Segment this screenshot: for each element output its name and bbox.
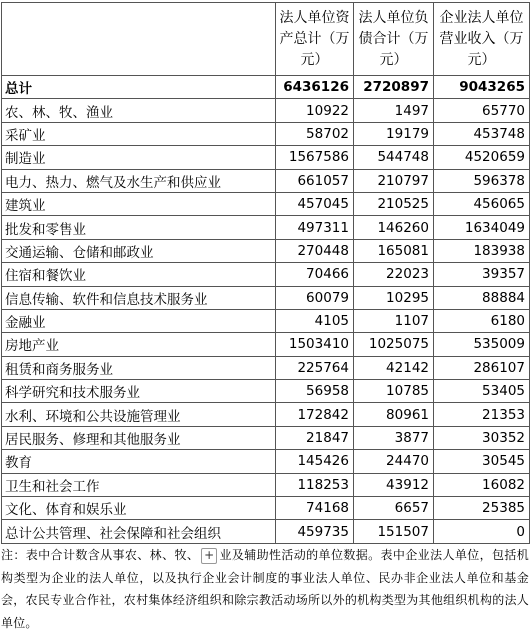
- liabilities-cell: 19179: [354, 122, 434, 145]
- revenue-cell: 286107: [434, 356, 530, 379]
- industry-cell: 农、林、牧、渔业: [2, 99, 276, 122]
- footnote-text-2: 业及辅助性活动的单位数据。表中企业法人单位，包括机构类型为企业的法人单位，以及执行企业会计制度的事业法人单位、民办非企业法人单位和基金会，农民专业合作社，农村集体经济组织和除宗教活动场所以外的机构类型为其他组织机构的法人单位。: [1, 548, 529, 630]
- liabilities-cell: 1497: [354, 99, 434, 122]
- header-liabilities: 法人单位负债合计（万元）: [354, 3, 434, 76]
- liabilities-cell: 1107: [354, 309, 434, 332]
- header-industry: [2, 3, 276, 76]
- liabilities-cell: 3877: [354, 426, 434, 449]
- liabilities-cell: 22023: [354, 263, 434, 286]
- revenue-cell: 30545: [434, 450, 530, 473]
- industry-cell: 房地产业: [2, 333, 276, 356]
- assets-cell: 10922: [276, 99, 354, 122]
- table-row: [2, 426, 530, 449]
- liabilities-cell: 6657: [354, 497, 434, 520]
- assets-cell: 1503410: [276, 333, 354, 356]
- liabilities-cell: 165081: [354, 239, 434, 262]
- assets-cell: 4105: [276, 309, 354, 332]
- table-row: [2, 192, 530, 215]
- industry-cell: 交通运输、仓储和邮政业: [2, 239, 276, 262]
- assets-cell: 459735: [276, 520, 354, 543]
- industry-cell: 水利、环境和公共设施管理业: [2, 403, 276, 426]
- assets-cell: 58702: [276, 122, 354, 145]
- revenue-cell: 4520659: [434, 146, 530, 169]
- header-row: [2, 3, 530, 76]
- industry-cell: 采矿业: [2, 122, 276, 145]
- liabilities-cell: 146260: [354, 216, 434, 239]
- assets-cell: 1567586: [276, 146, 354, 169]
- assets-cell: 6436126: [276, 76, 354, 99]
- table-row: [2, 263, 530, 286]
- assets-cell: 70466: [276, 263, 354, 286]
- liabilities-cell: 151507: [354, 520, 434, 543]
- industry-cell: 教育: [2, 450, 276, 473]
- table-row: [2, 333, 530, 356]
- assets-cell: 457045: [276, 192, 354, 215]
- assets-cell: 172842: [276, 403, 354, 426]
- table-body: [2, 76, 530, 544]
- assets-cell: 74168: [276, 497, 354, 520]
- revenue-cell: 183938: [434, 239, 530, 262]
- liabilities-cell: 1025075: [354, 333, 434, 356]
- industry-cell: 信息传输、软件和信息技术服务业: [2, 286, 276, 309]
- assets-cell: 661057: [276, 169, 354, 192]
- table-row: [2, 146, 530, 169]
- industry-cell: 文化、体育和娱乐业: [2, 497, 276, 520]
- revenue-cell: 6180: [434, 309, 530, 332]
- industry-cell: 建筑业: [2, 192, 276, 215]
- assets-cell: 497311: [276, 216, 354, 239]
- liabilities-cell: 210797: [354, 169, 434, 192]
- industry-cell: 住宿和餐饮业: [2, 263, 276, 286]
- assets-cell: 118253: [276, 473, 354, 496]
- assets-cell: 56958: [276, 380, 354, 403]
- industry-cell: 居民服务、修理和其他服务业: [2, 426, 276, 449]
- table-row: [2, 380, 530, 403]
- table-row: [2, 473, 530, 496]
- liabilities-cell: 2720897: [354, 76, 434, 99]
- revenue-cell: 21353: [434, 403, 530, 426]
- data-table-container: [1, 2, 529, 544]
- footnote-text-1: 注：表中合计数含从事农、林、牧、: [1, 548, 200, 562]
- revenue-cell: 9043265: [434, 76, 530, 99]
- footnote: [1, 544, 529, 634]
- industry-cell: 总计: [2, 76, 276, 99]
- assets-cell: 145426: [276, 450, 354, 473]
- industry-cell: 电力、热力、燃气及水生产和供应业: [2, 169, 276, 192]
- industry-cell: 租赁和商务服务业: [2, 356, 276, 379]
- header-assets: 法人单位资产总计（万元）: [276, 3, 354, 76]
- revenue-cell: 30352: [434, 426, 530, 449]
- table-row: [2, 403, 530, 426]
- table-row: [2, 356, 530, 379]
- table-row: [2, 169, 530, 192]
- table-row: [2, 239, 530, 262]
- revenue-cell: 39357: [434, 263, 530, 286]
- revenue-cell: 25385: [434, 497, 530, 520]
- revenue-cell: 88884: [434, 286, 530, 309]
- liabilities-cell: 210525: [354, 192, 434, 215]
- table-row: [2, 520, 530, 543]
- expand-button[interactable]: +: [201, 548, 217, 564]
- assets-cell: 270448: [276, 239, 354, 262]
- industry-cell: 制造业: [2, 146, 276, 169]
- industry-cell: 批发和零售业: [2, 216, 276, 239]
- industry-cell: 总计公共管理、社会保障和社会组织: [2, 520, 276, 543]
- liabilities-cell: 10295: [354, 286, 434, 309]
- liabilities-cell: 10785: [354, 380, 434, 403]
- table-row: [2, 309, 530, 332]
- revenue-cell: 65770: [434, 99, 530, 122]
- revenue-cell: 535009: [434, 333, 530, 356]
- table-row: [2, 450, 530, 473]
- table-row: [2, 99, 530, 122]
- liabilities-cell: 42142: [354, 356, 434, 379]
- revenue-cell: 0: [434, 520, 530, 543]
- table-row: [2, 497, 530, 520]
- industry-cell: 科学研究和技术服务业: [2, 380, 276, 403]
- revenue-cell: 1634049: [434, 216, 530, 239]
- assets-cell: 60079: [276, 286, 354, 309]
- header-revenue: 企业法人单位营业收入（万元）: [434, 3, 530, 76]
- revenue-cell: 596378: [434, 169, 530, 192]
- table-row: [2, 122, 530, 145]
- industry-cell: 卫生和社会工作: [2, 473, 276, 496]
- industry-cell: 金融业: [2, 309, 276, 332]
- liabilities-cell: 544748: [354, 146, 434, 169]
- assets-cell: 225764: [276, 356, 354, 379]
- statistics-table: [1, 2, 530, 544]
- liabilities-cell: 24470: [354, 450, 434, 473]
- assets-cell: 21847: [276, 426, 354, 449]
- revenue-cell: 16082: [434, 473, 530, 496]
- total-row: [2, 76, 530, 99]
- liabilities-cell: 80961: [354, 403, 434, 426]
- revenue-cell: 453748: [434, 122, 530, 145]
- liabilities-cell: 43912: [354, 473, 434, 496]
- revenue-cell: 53405: [434, 380, 530, 403]
- revenue-cell: 456065: [434, 192, 530, 215]
- table-row: [2, 216, 530, 239]
- table-row: [2, 286, 530, 309]
